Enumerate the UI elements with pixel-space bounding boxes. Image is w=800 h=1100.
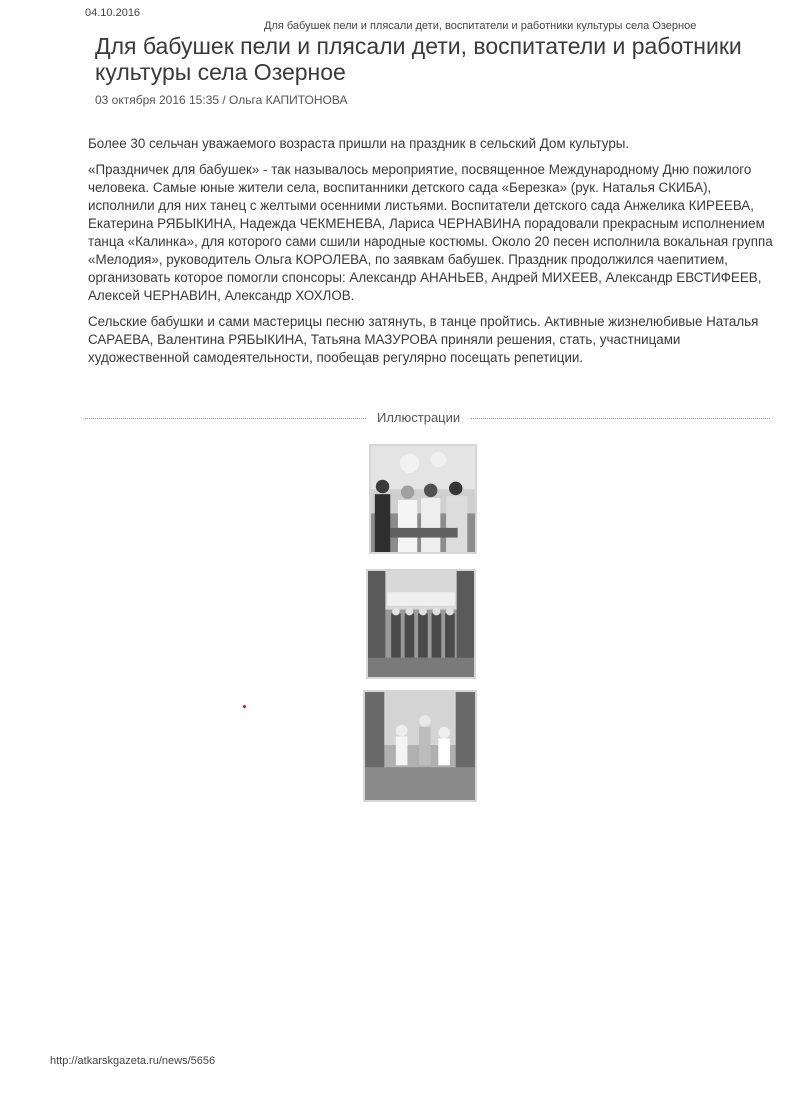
illustration-photo-2[interactable]	[366, 569, 476, 679]
photo-children-dance-image	[365, 692, 475, 800]
print-header	[85, 4, 697, 32]
photo-stage-dance-image	[368, 571, 474, 677]
photo-women-group-image	[371, 446, 475, 552]
article-byline: 03 октября 2016 15:35 / Ольга КАПИТОНОВА	[95, 93, 348, 107]
illustrations-label: Иллюстрации	[367, 410, 470, 425]
article-title: Для бабушек пели и плясали дети, воспитатели и работники культуры села Озерное	[95, 33, 742, 85]
article-paragraph: «Праздничек для бабушек» - так называлось мероприятие, посвященное Международному Дню пожилого человека. Самые юные жители села, воспитанники детского сада «Березка» (рук. Наталья СКИБА), исполнили для них танец с желтыми осенними листьями. Воспитатели детского сада Анжелика КИРЕЕВА, Екатерина РЯБЫКИНА, Надежда ЧЕКМЕНЕВА, Лариса ЧЕРНАВИНА порадовали прекрасным исполнением танца «Калинка», для которого сами сшили народные костюмы. Около 20 песен исполнила вокальная группа «Мелодия», руководитель Ольга КОРОЛЕВА, по заявкам бабушек. Праздник продолжился чаепитием, организовать которое помогли спонсоры: Александр АНАНЬЕВ, Андрей МИХЕЕВ, Александр ЕВСТИФЕЕВ, Алексей ЧЕРНАВИН, Александр ХОХЛОВ.	[88, 162, 773, 303]
stray-ink-mark	[243, 705, 246, 708]
print-page-title: Для бабушек пели и плясали дети, воспитатели и работники культуры села Озерное	[264, 20, 697, 32]
print-footer-url: http://atkarskgazeta.ru/news/5656	[50, 1055, 216, 1067]
print-date: 04.10.2016	[85, 7, 141, 19]
illustrations-divider	[85, 410, 770, 426]
illustration-photo-3[interactable]	[363, 690, 477, 802]
article-paragraph: Более 30 сельчан уважаемого возраста пришли на праздник в сельский Дом культуры.	[88, 136, 630, 151]
article-body	[88, 135, 773, 375]
article-paragraph: Сельские бабушки и сами мастерицы песню затянуть, в танце пройтись. Активные жизнелюбивые Наталья САРАЕВА, Валентина РЯБЫКИНА, Татьяна МАЗУРОВА приняли решения, стать, участницами художественной самодеятельности, пообещав регулярно посещать репетиции.	[88, 314, 759, 365]
illustration-photo-1[interactable]	[369, 444, 477, 554]
